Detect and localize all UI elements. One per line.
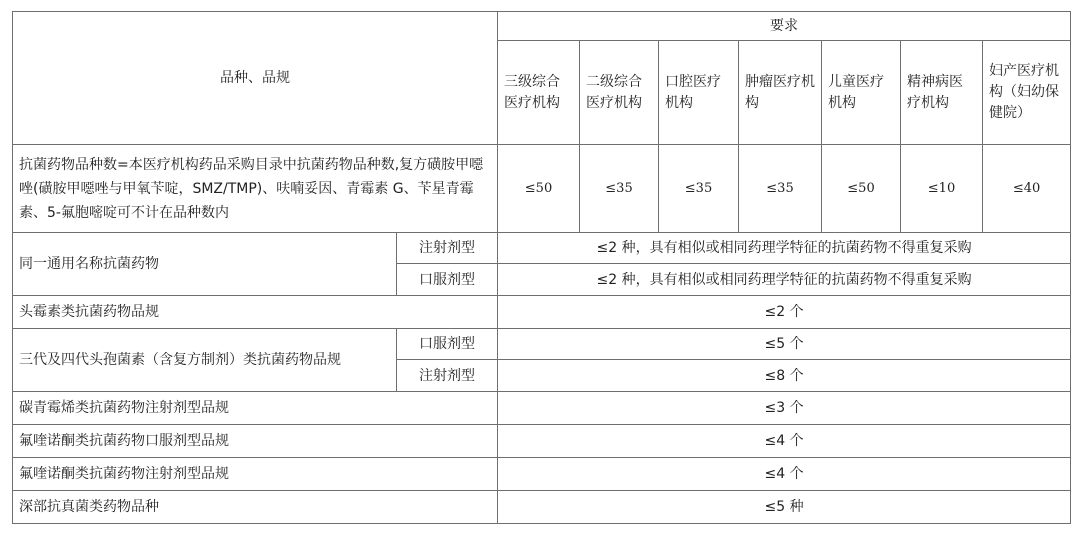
variety-count-label: 抗菌药物品种数=本医疗机构药品采购目录中抗菌药物品种数,复方磺胺甲噁唑(磺胺甲噁唑与甲氧苄啶，SMZ/TMP)、呋喃妥因、青霉素 G、苄星青霉素、5-氟胞嘧啶可不计在品种数内 — [13, 145, 498, 233]
org-header-maternal: 妇产医疗机构（妇幼保健院） — [983, 41, 1071, 145]
requirement-value: ≤2 种，具有相似或相同药理学特征的抗菌药物不得重复采购 — [498, 264, 1071, 296]
requirement-header: 要求 — [498, 12, 1071, 41]
requirement-value: ≤4 个 — [498, 425, 1071, 458]
procurement-table-wrapper — [12, 11, 1071, 524]
deep-antifungal-label: 深部抗真菌类药物品种 — [13, 491, 498, 524]
org-header-psychiatric: 精神病医疗机构 — [901, 41, 983, 145]
fluoroquinolone-injection-label: 氟喹诺酮类抗菌药物注射剂型品规 — [13, 458, 498, 491]
org-header-tier3-general: 三级综合医疗机构 — [498, 41, 580, 145]
requirement-value: ≤2 种，具有相似或相同药理学特征的抗菌药物不得重复采购 — [498, 233, 1071, 264]
table-row — [13, 425, 1071, 458]
value-cell: ≤35 — [739, 145, 822, 233]
cephamycin-label: 头霉素类抗菌药物品规 — [13, 296, 498, 329]
table-row — [13, 329, 1071, 360]
same-generic-label: 同一通用名称抗菌药物 — [13, 233, 397, 296]
dosage-form-injection: 注射剂型 — [397, 360, 498, 392]
dosage-form-injection: 注射剂型 — [397, 233, 498, 264]
requirement-value: ≤4 个 — [498, 458, 1071, 491]
table-row — [13, 296, 1071, 329]
org-header-tier2-general: 二级综合医疗机构 — [580, 41, 659, 145]
value-cell: ≤10 — [901, 145, 983, 233]
value-cell: ≤35 — [659, 145, 739, 233]
dosage-form-oral: 口服剂型 — [397, 264, 498, 296]
requirement-value: ≤5 个 — [498, 329, 1071, 360]
org-header-dental: 口腔医疗机构 — [659, 41, 739, 145]
table-row — [13, 491, 1071, 524]
antibiotic-procurement-table — [12, 11, 1071, 524]
value-cell: ≤50 — [822, 145, 901, 233]
requirement-value: ≤8 个 — [498, 360, 1071, 392]
cephalosporin-label: 三代及四代头孢菌素（含复方制剂）类抗菌药物品规 — [13, 329, 397, 392]
table-row — [13, 233, 1071, 264]
value-cell: ≤40 — [983, 145, 1071, 233]
table-row — [13, 458, 1071, 491]
value-cell: ≤50 — [498, 145, 580, 233]
carbapenem-label: 碳青霉烯类抗菌药物注射剂型品规 — [13, 392, 498, 425]
table-row — [13, 392, 1071, 425]
org-header-oncology: 肿瘤医疗机构 — [739, 41, 822, 145]
requirement-value: ≤2 个 — [498, 296, 1071, 329]
value-cell: ≤35 — [580, 145, 659, 233]
table-row — [13, 145, 1071, 233]
variety-header: 品种、品规 — [13, 12, 498, 145]
fluoroquinolone-oral-label: 氟喹诺酮类抗菌药物口服剂型品规 — [13, 425, 498, 458]
org-header-pediatric: 儿童医疗机构 — [822, 41, 901, 145]
dosage-form-oral: 口服剂型 — [397, 329, 498, 360]
requirement-value: ≤5 种 — [498, 491, 1071, 524]
header-row-1 — [13, 12, 1071, 41]
requirement-value: ≤3 个 — [498, 392, 1071, 425]
